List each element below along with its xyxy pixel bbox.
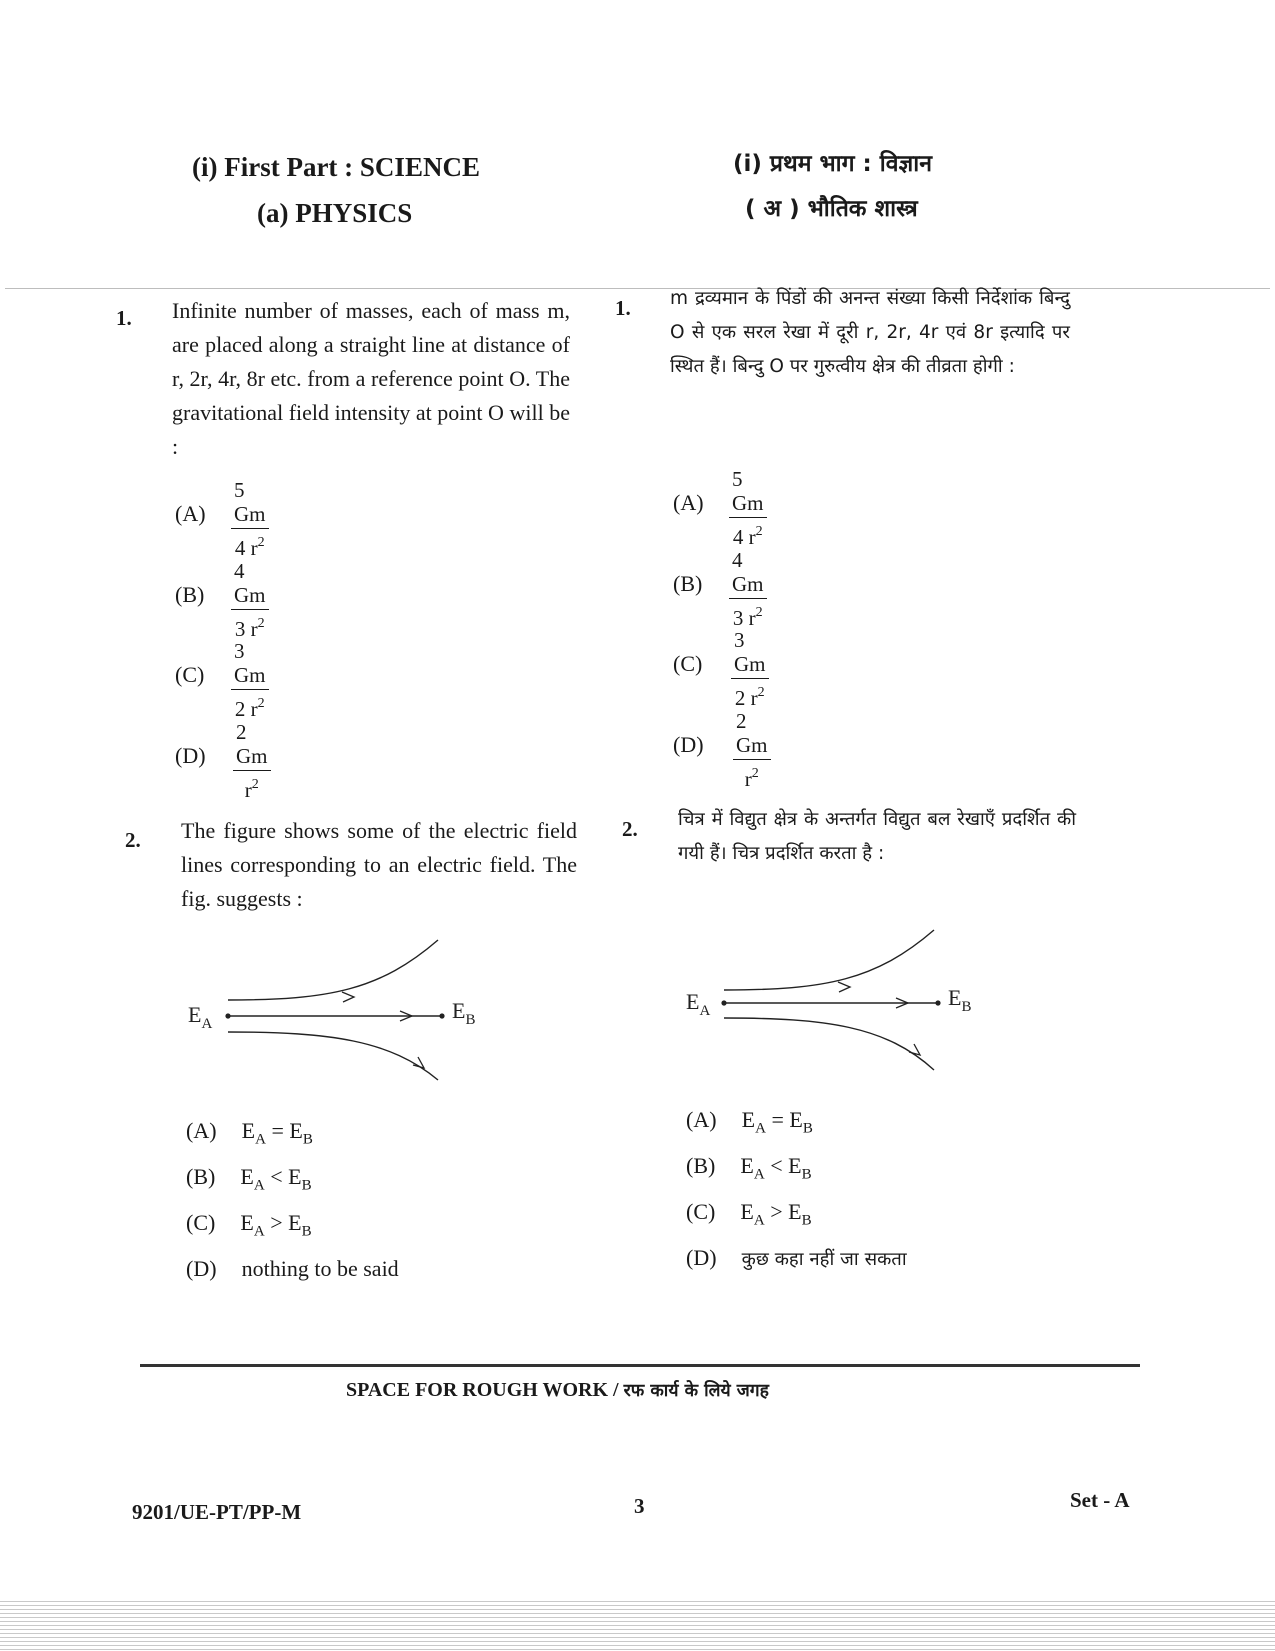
option-label: (A): [175, 501, 206, 526]
denominator: 3 $r^2$: [732, 605, 763, 630]
q2-option-a-hi[interactable]: [686, 1107, 813, 1137]
q2-number-hi: 2.: [622, 817, 638, 841]
fraction: [231, 639, 269, 721]
numerator: 4 Gm: [231, 559, 269, 610]
point-b-label: $E_B$: [948, 985, 972, 1015]
q2-option-b-hi[interactable]: [686, 1153, 812, 1183]
q1-number-en: 1.: [116, 306, 132, 330]
denominator: 4 $r^2$: [234, 535, 265, 560]
option-label: (D): [186, 1256, 217, 1281]
option-label: (A): [686, 1107, 717, 1132]
denominator: 2 $r^2$: [734, 685, 765, 710]
numerator: 2 Gm: [733, 709, 771, 760]
option-label: (B): [686, 1153, 716, 1178]
q2-option-d-en[interactable]: [186, 1256, 399, 1282]
option-label: (B): [186, 1164, 216, 1189]
option-value: $E_A > E_B$: [740, 1199, 812, 1229]
option-value: $E_A = E_B$: [741, 1107, 813, 1137]
option-label: (B): [673, 571, 703, 596]
point-b-label: $E_B$: [452, 998, 476, 1028]
option-value: कुछ कहा नहीं जा सकता: [741, 1249, 907, 1270]
denominator: 3 $r^2$: [234, 616, 265, 641]
numerator: 3 Gm: [731, 628, 769, 679]
numerator: 5 Gm: [231, 478, 269, 529]
fraction: [731, 628, 769, 710]
electric-field-figure-hi: [676, 920, 996, 1080]
fraction: [729, 467, 767, 549]
fraction: [233, 720, 271, 802]
arrow-upper: [838, 982, 850, 992]
q2-text-en: The figure shows some of the electric field lines corresponding to an electric field. The fig. suggests :: [181, 818, 577, 911]
q1-text-hi: m द्रव्यमान के पिंडों की अनन्त संख्या किसी निर्देशांक बिन्दु O से एक सरल रेखा में दूरी r, 2r, 4r एवं 8r इत्यादि पर स्थित हैं। बिन्दु O पर गुरुत्वीय क्षेत्र की तीव्रता होगी :: [670, 288, 1070, 377]
field-line-upper: [228, 940, 438, 1000]
set-label: Set - A: [1070, 1488, 1130, 1512]
option-label: (C): [186, 1210, 216, 1235]
q2-option-c-hi[interactable]: [686, 1199, 812, 1229]
arrow-lower: [909, 1044, 920, 1055]
option-value: $E_A > E_B$: [240, 1210, 312, 1240]
q2-option-d-hi[interactable]: [686, 1245, 907, 1271]
subject-title-en: (a) PHYSICS: [257, 198, 413, 228]
q1-number-hi: 1.: [615, 296, 631, 320]
rough-work-label: [346, 1378, 769, 1402]
point-b-dot: [935, 1000, 940, 1005]
denominator: $r^2$: [744, 766, 759, 791]
option-label: (B): [175, 582, 205, 607]
fraction: [733, 709, 771, 791]
numerator: 3 Gm: [231, 639, 269, 690]
subject-title-hi: ( अ ) भौतिक शास्त्र: [745, 196, 918, 222]
arrow-lower: [413, 1057, 424, 1068]
numerator: 4 Gm: [729, 548, 767, 599]
header-divider: [5, 288, 1270, 289]
numerator: 5 Gm: [729, 467, 767, 518]
scan-artifact-lines: [0, 1598, 1275, 1651]
option-label: (D): [686, 1245, 717, 1270]
fraction: [729, 548, 767, 630]
option-label: (C): [673, 651, 703, 676]
option-value: $E_A = E_B$: [241, 1118, 313, 1148]
rough-work-hi: रफ कार्य के लिये जगह: [623, 1381, 769, 1401]
rough-work-rule: [140, 1364, 1140, 1367]
rough-work-en: SPACE FOR ROUGH WORK /: [346, 1379, 624, 1401]
fraction: [231, 559, 269, 641]
q2-option-a-en[interactable]: [186, 1118, 313, 1148]
q2-number-en: 2.: [125, 828, 141, 852]
option-label: (D): [175, 743, 206, 768]
denominator: 2 $r^2$: [234, 696, 265, 721]
part-title-en: (i) First Part : SCIENCE: [192, 152, 480, 182]
option-label: (A): [186, 1118, 217, 1143]
q2-option-c-en[interactable]: [186, 1210, 312, 1240]
q1-text-en: Infinite number of masses, each of mass m, are placed along a straight line at distance of r, 2r, 4r, 8r etc. from a reference point O. The gravitational field intensity at point O will be :: [172, 298, 570, 459]
numerator: 2 Gm: [233, 720, 271, 771]
point-a-dot: [721, 1000, 726, 1005]
point-a-label: $E_A$: [188, 1002, 213, 1032]
denominator: $r^2$: [244, 777, 259, 802]
option-value: $E_A < E_B$: [240, 1164, 312, 1194]
field-line-upper: [724, 930, 934, 990]
option-label: (C): [175, 662, 205, 687]
option-value: nothing to be said: [241, 1256, 399, 1281]
field-line-lower: [724, 1018, 934, 1070]
point-b-dot: [439, 1013, 444, 1018]
fraction: [231, 478, 269, 560]
denominator: 4 $r^2$: [732, 524, 763, 549]
option-value: $E_A < E_B$: [740, 1153, 812, 1183]
part-title-hi: (i) प्रथम भाग : विज्ञान: [733, 151, 932, 177]
field-line-lower: [228, 1032, 438, 1080]
option-label: (C): [686, 1199, 716, 1224]
electric-field-figure-en: [180, 930, 500, 1090]
arrow-upper: [342, 992, 354, 1002]
option-label: (A): [673, 490, 704, 515]
paper-code: 9201/UE-PT/PP-M: [132, 1500, 302, 1524]
option-label: (D): [673, 732, 704, 757]
point-a-dot: [225, 1013, 230, 1018]
q2-option-b-en[interactable]: [186, 1164, 312, 1194]
point-a-label: $E_A$: [686, 989, 711, 1019]
q2-text-hi: चित्र में विद्युत क्षेत्र के अन्तर्गत विद्युत बल रेखाएँ प्रदर्शित की गयी हैं। चित्र प्रदर्शित करता है :: [678, 809, 1076, 864]
page-number: 3: [634, 1494, 645, 1518]
